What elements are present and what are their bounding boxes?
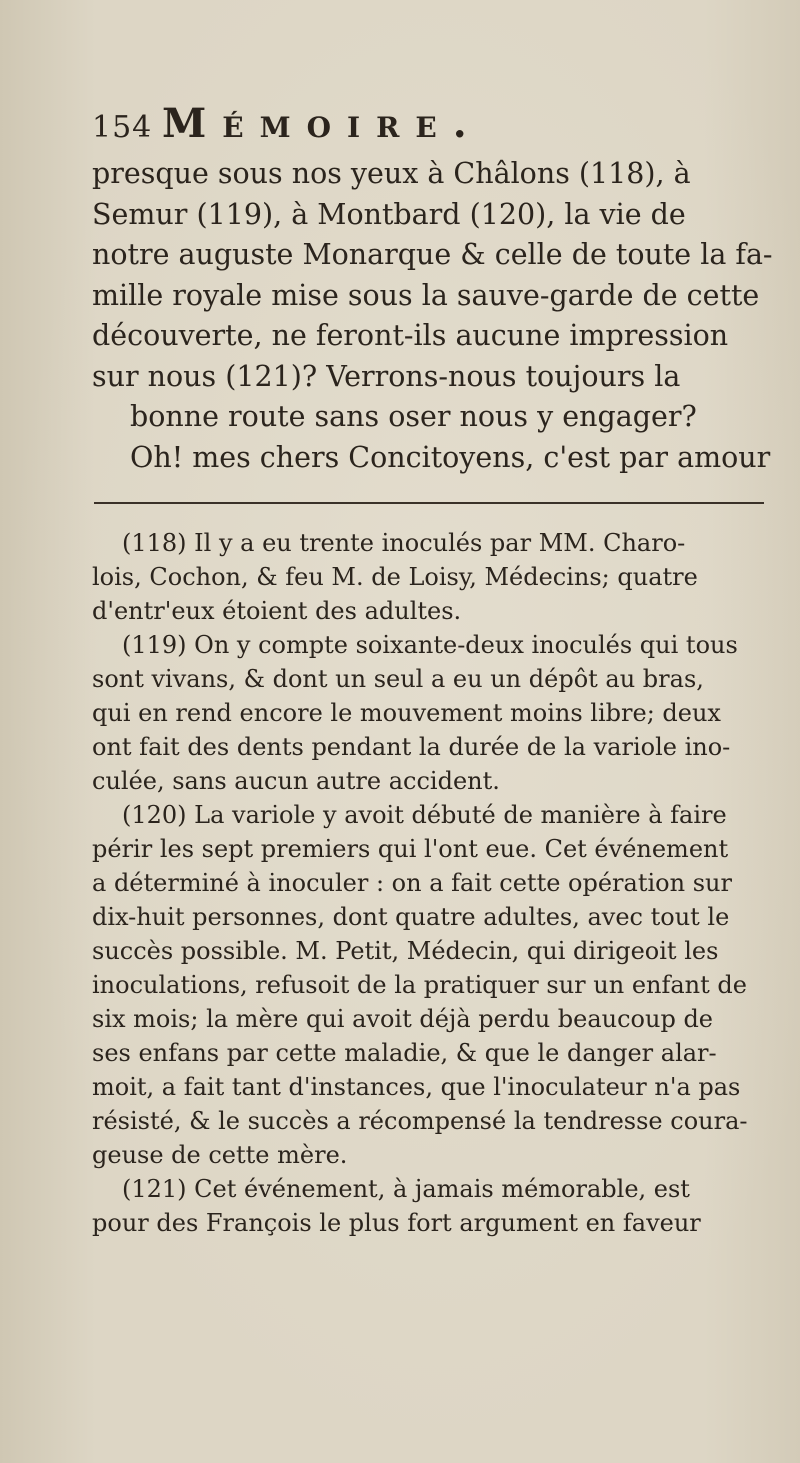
footnote-line: qui en rend encore le mouvement moins libre; deux <box>92 699 721 727</box>
footnote-line: lois, Cochon, & feu M. de Loisy, Médecins; quatre <box>92 563 698 591</box>
page-header <box>92 100 774 152</box>
footnote-line: inoculations, refusoit de la pratiquer sur un enfant de <box>92 971 747 999</box>
footnote-line: ses enfans par cette maladie, & que le danger alar- <box>92 1039 717 1067</box>
footnote-line: a déterminé à inoculer : on a fait cette opération sur <box>92 869 732 897</box>
footnotes <box>92 526 774 1240</box>
main-text-line: Semur (119), à Montbard (120), la vie de <box>92 197 686 231</box>
main-text-line: notre auguste Monarque & celle de toute la fa- <box>92 238 773 271</box>
main-text-line: Oh! mes chers Concitoyens, c'est par amour <box>130 440 771 474</box>
footnote-line: d'entr'eux étoient des adultes. <box>92 597 462 625</box>
footnote-line: sont vivans, & dont un seul a eu un dépôt au bras, <box>92 665 704 693</box>
footnote-line: ont fait des dents pendant la durée de la variole ino- <box>92 733 731 761</box>
main-text <box>92 154 774 478</box>
footnote-line: (118) Il y a eu trente inoculés par MM. Charo- <box>122 529 686 557</box>
footnote-line: périr les sept premiers qui l'ont eue. Cet événement <box>92 835 729 863</box>
footnote-line: moit, a fait tant d'instances, que l'inoculateur n'a pas <box>92 1073 741 1101</box>
footnote-line: (120) La variole y avoit débuté de manière à faire <box>122 801 727 829</box>
footnote-separator-rule <box>94 502 764 504</box>
main-text-line: sur nous (121)? Verrons-nous toujours la <box>92 359 681 393</box>
footnote-line: (121) Cet événement, à jamais mémorable, est <box>122 1175 690 1203</box>
main-text-line: mille royale mise sous la sauve-garde de cette <box>92 278 760 312</box>
footnote-line: geuse de cette mère. <box>92 1141 348 1169</box>
main-text-line: bonne route sans oser nous y engager? <box>130 400 697 433</box>
footnote-line: six mois; la mère qui avoit déjà perdu beaucoup de <box>92 1005 714 1033</box>
page-number: 154 <box>92 110 153 145</box>
running-head: Mémoire. <box>162 100 483 147</box>
footnote-line: pour des François le plus fort argument en faveur <box>92 1209 701 1237</box>
main-text-line: découverte, ne feront-ils aucune impression <box>92 319 729 352</box>
footnote-line: culée, sans aucun autre accident. <box>92 767 500 795</box>
footnote-line: résisté, & le succès a récompensé la tendresse coura- <box>92 1107 748 1135</box>
footnote-line: (119) On y compte soixante-deux inoculés qui tous <box>122 631 738 659</box>
footnote-line: succès possible. M. Petit, Médecin, qui dirigeoit les <box>92 937 719 965</box>
main-text-line: presque sous nos yeux à Châlons (118), à <box>92 157 691 190</box>
footnote-line: dix-huit personnes, dont quatre adultes, avec tout le <box>92 903 730 931</box>
